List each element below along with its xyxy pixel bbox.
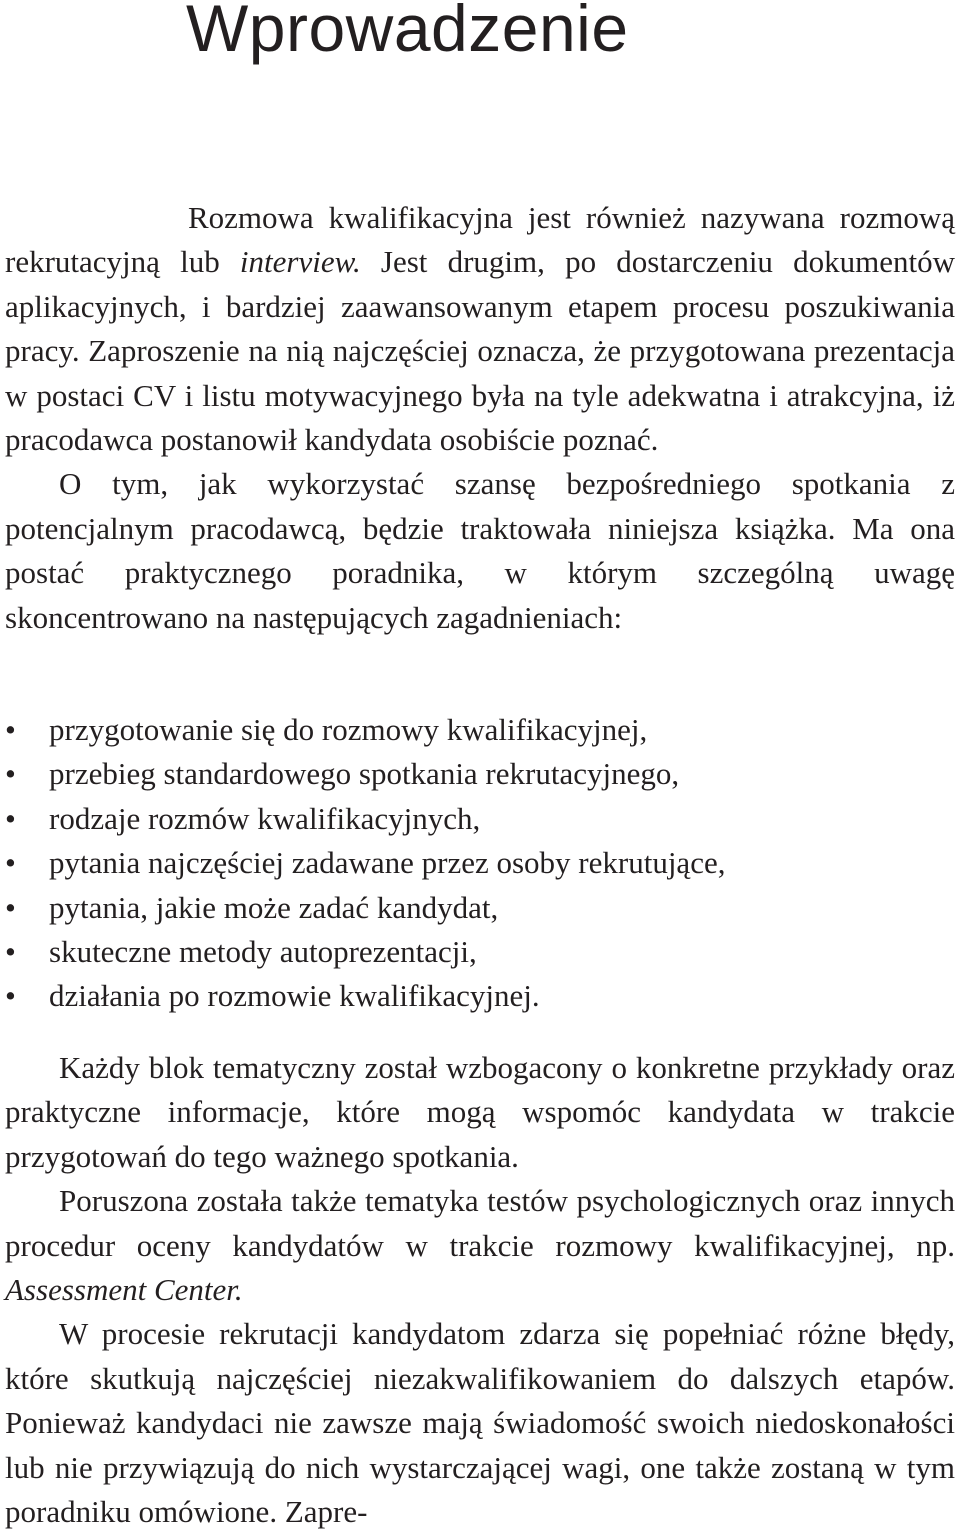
intro-section [5,196,955,640]
list-item: • działania po rozmowie kwalifikacyjnej. [5,974,955,1018]
bullet-icon: • [5,712,16,747]
bullet-icon: • [5,889,16,925]
bullet-icon: • [5,756,16,792]
list-item: • przebieg standardowego spotkania rekrutacyjnego, [5,752,955,796]
list-item: • skuteczne metody autoprezentacji, [5,930,955,974]
paragraph-examples: Każdy blok tematyczny został wzbogacony o konkretne przykłady oraz praktyczne informacje, które mogą wspomóc kandydata w trakcie przygotowań do tego ważnego spotkania. [5,1050,955,1174]
bullet-icon: • [5,978,16,1014]
emphasis-assessment-center: Assessment Center. [5,1272,243,1308]
paragraph-tests: Poruszona została także tematyka testów psychologicznych oraz innych procedur oceny kandydatów w trakcie rozmowy kwalifikacyjnej, np. Assessment Center. [5,1183,955,1308]
list-item: • pytania najczęściej zadawane przez osoby rekrutujące, [5,841,955,885]
paragraph-book-purpose: O tym, jak wykorzystać szansę bezpośredniego spotkania z potencjalnym pracodawcą, będzie traktowała niniejsza książka. Ma ona postać praktycznego poradnika, w którym szczególną uwagę skoncentrowano na następujących zagadnieniach: [5,466,955,635]
paragraph-intro: Rozmowa kwalifikacyjna jest również nazywana rozmową rekrutacyjną lub interview. Jest drugim, po dostarczeniu dokumentów aplikacyjnych, i bardziej zaawansowanym etapem procesu poszukiwania pracy. Zaproszenie na nią najczęściej oznacza, że przygotowana prezentacja w postaci CV i listu motywacyjnego była na tyle adekwatna i atrakcyjna, iż pracodawca postanowił kandydata osobiście poznać. [5,200,955,458]
bullet-icon: • [5,845,16,881]
paragraph-mistakes: W procesie rekrutacji kandydatom zdarza się popełniać różne błędy, które skutkują najczęściej niezakwalifikowaniem do dalszych etapów. Ponieważ kandydaci nie zawsze mają świadomość swoich niedoskonałości lub nie przywiązują do nich wystarczającej wagi, one także zostaną w tym poradniku omówione. Zapre- [5,1316,955,1530]
bullet-icon: • [5,934,16,970]
emphasis-interview: interview. [239,244,361,280]
chapter-title: Wprowadzenie [186,0,629,65]
list-item: • pytania, jakie może zadać kandydat, [5,886,955,930]
topics-list-section [5,708,955,1019]
outro-section [5,1046,955,1534]
list-item: • rodzaje rozmów kwalifikacyjnych, [5,797,955,841]
topics-list [5,708,955,1019]
bullet-icon: • [5,800,16,836]
list-item: • przygotowanie się do rozmowy kwalifikacyjnej, [5,708,955,752]
